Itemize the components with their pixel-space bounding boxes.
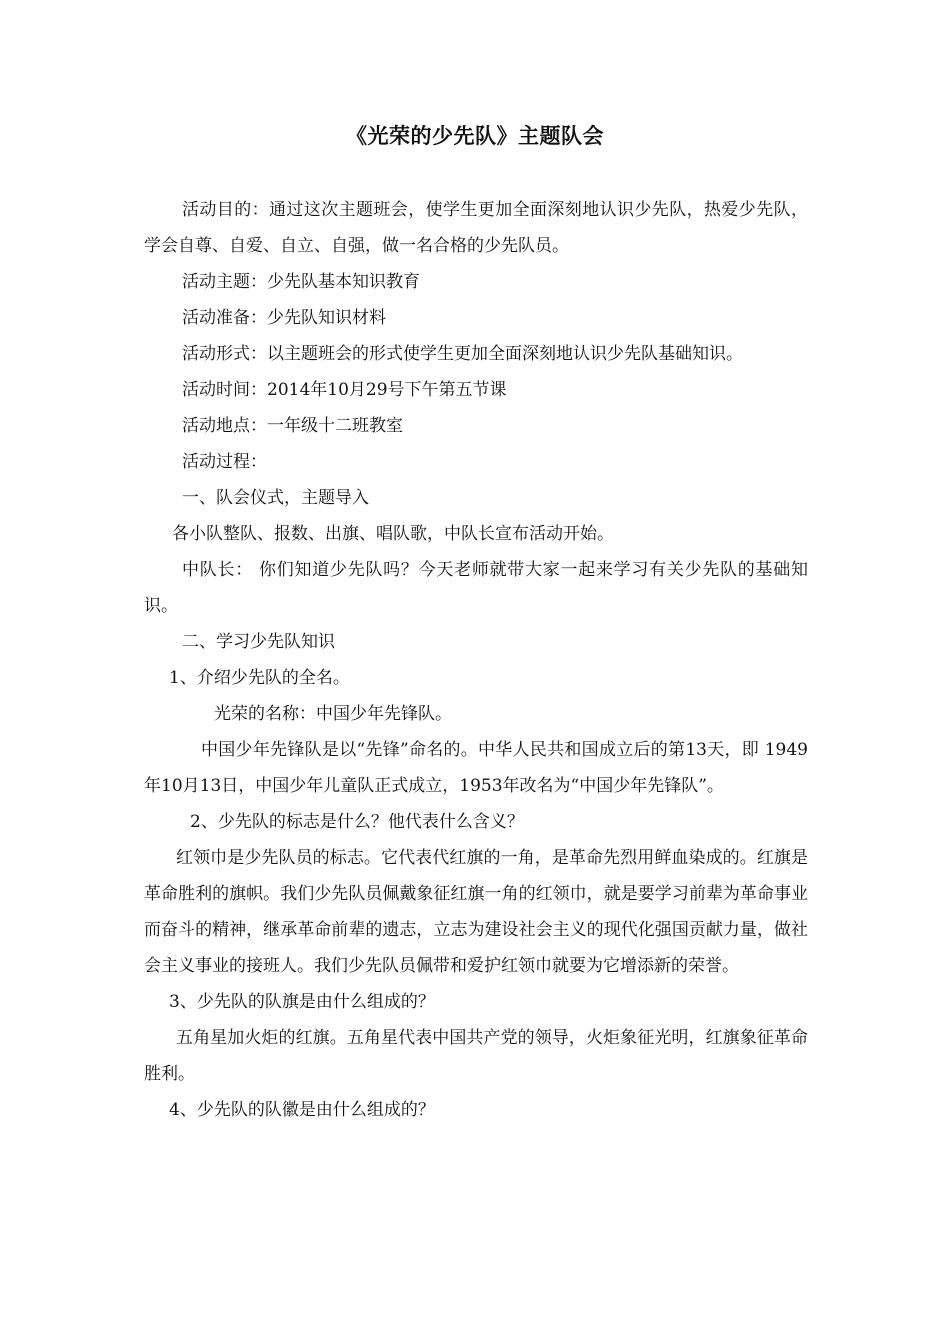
paragraph-time: 活动时间：2014年10月29号下午第五节课 [182, 380, 507, 400]
question-4: 4、少先队的队徽是由什么组成的？ [169, 1100, 435, 1120]
paragraph-full-name: 光荣的名称：中国少年先锋队。 [214, 704, 452, 724]
paragraph-ceremony: 各小队整队、报数、出旗、唱队歌，中队长宣布活动开始。 [172, 524, 614, 544]
paragraph-preparation: 活动准备：少先队知识材料 [182, 308, 386, 328]
paragraph-red-scarf: 红领巾是少先队员的标志。它代表代红旗的一角，是革命先烈用鲜血染成的。红旗是革命胜利的旗帜。我们少先队员佩戴象征红旗一角的红领巾，就是要学习前辈为革命事业而奋斗的精神，继承革命前辈的遗志，立志为建设社会主义的现代化强国贡献力量，做社会主义事业的接班人。我们少先队员佩带和爱护红领巾就要为它增添新的荣誉。 [144, 848, 808, 976]
section-heading-2: 二、学习少先队知识 [182, 632, 335, 652]
question-3: 3、少先队的队旗是由什么组成的？ [169, 992, 435, 1012]
paragraph-process: 活动过程： [182, 452, 267, 472]
question-1: 1、介绍少先队的全名。 [169, 668, 350, 688]
paragraph-format: 活动形式：以主题班会的形式使学生更加全面深刻地认识少先队基础知识。 [182, 344, 743, 364]
question-2: 2、少先队的标志是什么？他代表什么含义？ [190, 812, 524, 832]
paragraph-leader: 中队长： 你们知道少先队吗？今天老师就带大家一起来学习有关少先队的基础知识。 [144, 560, 808, 616]
document-title: 《光荣的少先队》主题队会 [346, 124, 604, 148]
paragraph-location: 活动地点：一年级十二班教室 [182, 416, 403, 436]
paragraph-history: 中国少年先锋队是以“先锋”命名的。中华人民共和国成立后的第13天，即 1949年10月13日，中国少年儿童队正式成立，1953年改名为“中国少年先锋队”。 [144, 740, 808, 796]
section-heading-1: 一、队会仪式，主题导入 [182, 488, 369, 508]
paragraph-flag: 五角星加火炬的红旗。五角星代表中国共产党的领导，火炬象征光明，红旗象征革命胜利。 [144, 1028, 808, 1084]
document-body [144, 192, 808, 1128]
paragraph-theme: 活动主题：少先队基本知识教育 [182, 272, 420, 292]
paragraph-purpose: 活动目的：通过这次主题班会，使学生更加全面深刻地认识少先队，热爱少先队，学会自尊、自爱、自立、自强，做一名合格的少先队员。 [144, 200, 808, 256]
